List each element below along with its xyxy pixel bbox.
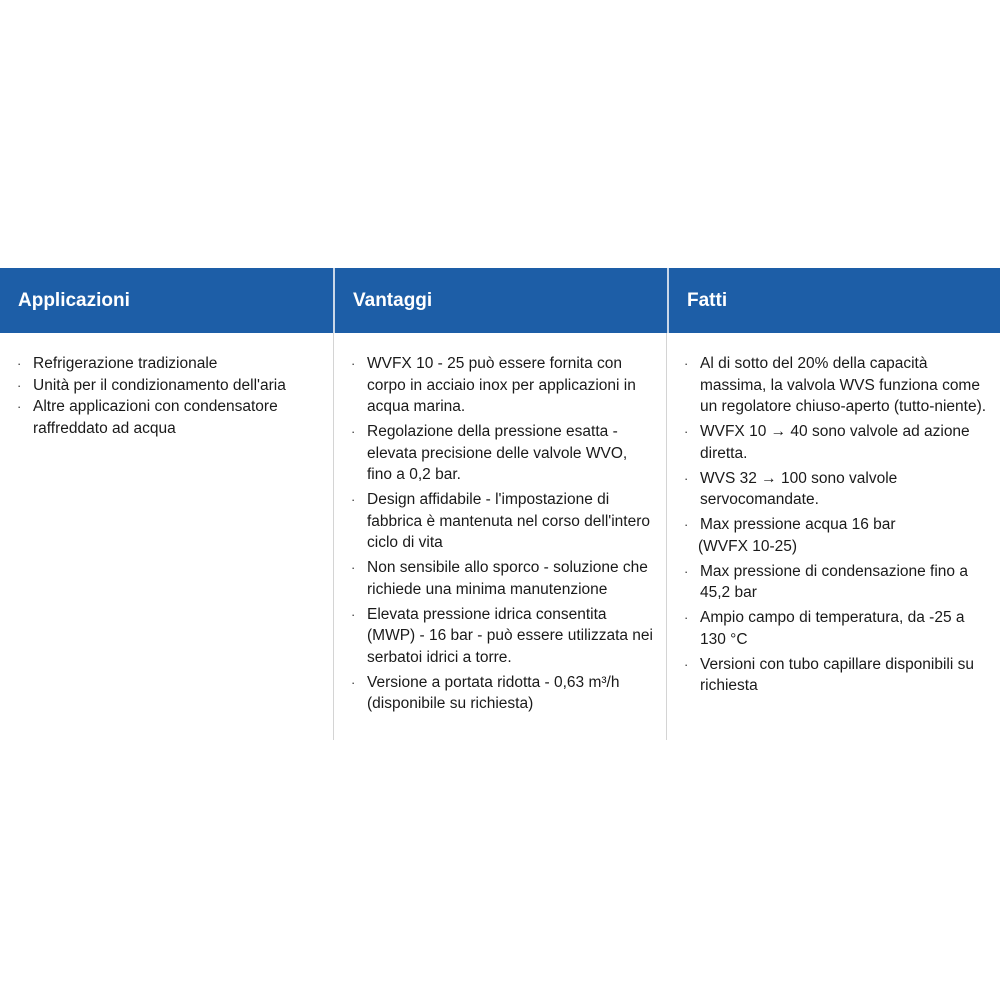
bullet-icon: · — [351, 606, 356, 622]
header-fatti: Fatti — [667, 268, 1000, 333]
bullet-icon: · — [684, 656, 689, 672]
bullet-icon: · — [684, 563, 689, 579]
table-body — [0, 333, 1000, 740]
list-item: · Unità per il condizionamento dell'aria — [17, 375, 333, 397]
bullet-icon: · — [351, 356, 356, 371]
list-item: · Non sensibile allo sporco - soluzione che richiede una minima manutenzione — [351, 559, 648, 598]
column-fatti — [667, 333, 1000, 740]
list-item: · Versioni con tubo capillare disponibili su richiesta — [684, 655, 974, 694]
list-item: · Altre applicazioni con condensatore raffreddato ad acqua — [17, 398, 278, 437]
bullet-icon: · — [351, 492, 356, 507]
table-header — [0, 268, 1000, 333]
specs-table — [0, 268, 1000, 740]
vantaggi-list — [351, 353, 666, 715]
bullet-icon: · — [684, 424, 689, 439]
list-item-continuation: (WVFX 10-25) — [698, 537, 798, 555]
fatti-list — [684, 353, 1000, 697]
bullet-icon: · — [351, 560, 356, 575]
list-item: · Design affidabile - l'impostazione di fabbrica è mantenuta nel corso dell'intero ciclo di vita — [351, 491, 650, 551]
bullet-icon: · — [684, 470, 689, 486]
list-item: · Refrigerazione tradizionale — [17, 353, 333, 375]
list-item: · WVFX 10 → 40 sono valvole ad azione diretta. — [684, 423, 970, 462]
list-item: · Max pressione acqua 16 bar — [684, 514, 1000, 536]
bullet-icon: · — [351, 424, 356, 439]
column-vantaggi — [333, 333, 667, 740]
list-item: · Elevata pressione idrica consentita (MWP) - 16 bar - può essere utilizzata nei serbatoi idrici a torre. — [351, 605, 653, 666]
bullet-icon: · — [17, 377, 22, 393]
bullet-icon: · — [684, 610, 689, 625]
bullet-icon: · — [17, 399, 22, 414]
list-item: · WVS 32 → 100 sono valvole servocomandate. — [684, 469, 898, 508]
header-vantaggi: Vantaggi — [333, 268, 667, 333]
bullet-icon: · — [684, 356, 689, 371]
list-item: · WVFX 10 - 25 può essere fornita con corpo in acciaio inox per applicazioni in acqua marina. — [351, 355, 636, 415]
list-item: · Al di sotto del 20% della capacità massima, la valvola WVS funziona come un regolatore chiuso-aperto (tutto-niente). — [684, 355, 987, 415]
bullet-icon: · — [684, 517, 689, 532]
list-item: · Max pressione di condensazione fino a 45,2 bar — [684, 562, 968, 601]
bullet-icon: · — [351, 674, 356, 690]
list-item: · Ampio campo di temperatura, da -25 a 130 °C — [684, 609, 965, 648]
list-item: · Versione a portata ridotta - 0,63 m³/h (disponibile su richiesta) — [351, 673, 620, 712]
applicazioni-list — [17, 353, 333, 439]
list-item: · Regolazione della pressione esatta - elevata precisione delle valvole WVO, fino a 0,2 bar. — [351, 423, 628, 483]
bullet-icon: · — [17, 356, 22, 371]
column-applicazioni — [0, 333, 333, 740]
header-applicazioni: Applicazioni — [18, 289, 130, 311]
